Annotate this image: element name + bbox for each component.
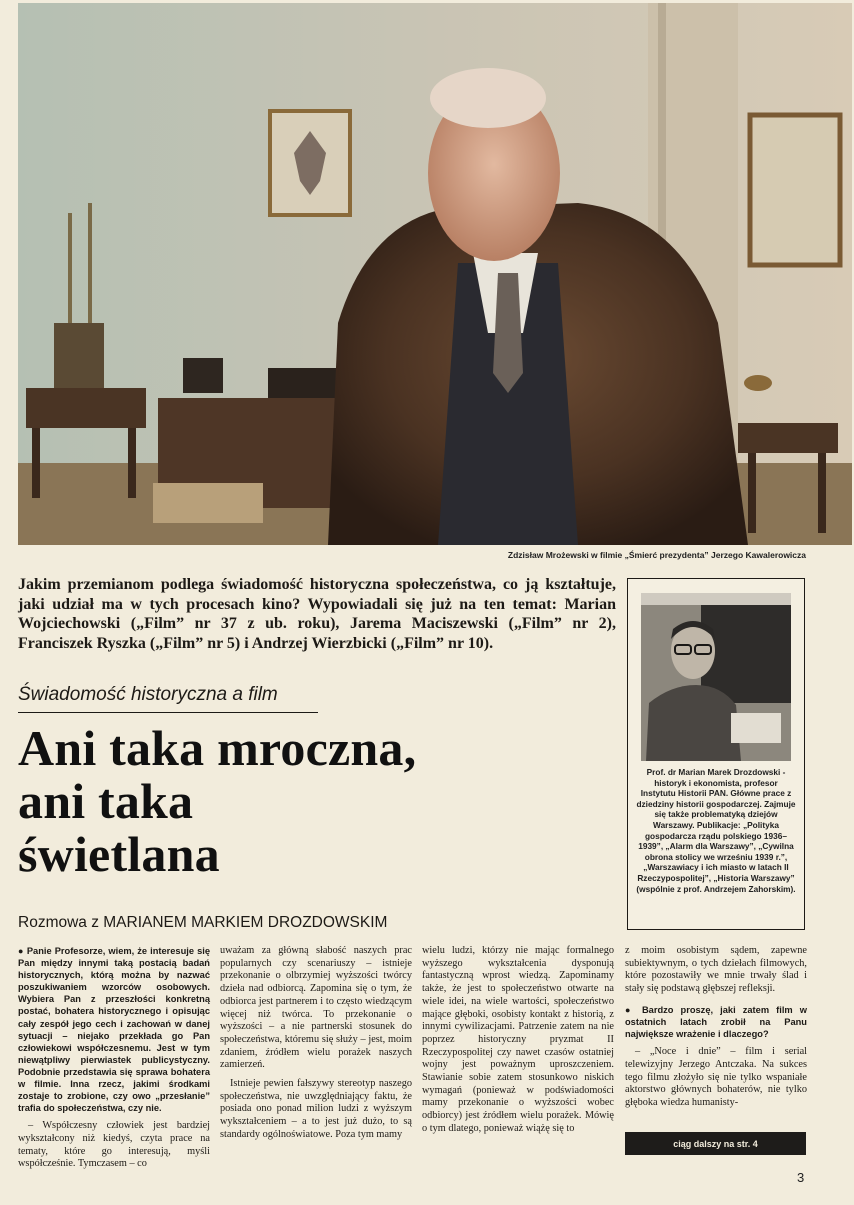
headline-line-1: Ani taka mroczna, xyxy=(18,720,417,776)
section-label: Świadomość historyczna a film xyxy=(18,684,278,705)
headline-line-3: świetlana xyxy=(18,826,220,882)
bio-box xyxy=(627,578,805,930)
page-number: 3 xyxy=(797,1170,805,1185)
body-paragraph: z moim osobistym sądem, zapewne subiektywnym, o tych dziełach filmowych, które pozostawiły we mnie trwały ślad i stały się podstawą głębszej refleksji. xyxy=(625,945,807,995)
headline-line-2: ani taka xyxy=(18,773,194,829)
bullet-icon: ● xyxy=(625,1004,642,1015)
bullet-icon: ● xyxy=(18,946,27,956)
body-paragraph: uważam za główną słabość naszych prac popularnych czy scenariuszy – istnieje przekonanie o olbrzymiej wyższości twórcy dzieła nad odbiorcą. Zapomina się o tym, że odbiorca jest partnerem i to często wiedzącym więcej niż twórca. To przekonanie o wyższości – a nie partnerski stosunek do społeczeństwa, któremu się służy – jest, moim zdaniem, źródłem wielu porażek naszych zamierzeń. xyxy=(220,945,412,1071)
question-text: Panie Profesorze, wiem, że interesuje się Pan między innymi taką postacią badań historycznych, którą można by nazwać poszukiwaniem wzorców osobowych. Wybiera Pan z przeszłości konkretną postać, bohatera historycznego i opisując cały zespół jego cech i zachowań w danej sytuacji – niejako przekłada go Pan człowiekowi współczesnemu. Jest w tym niewątpliwy pierwiastek publicystyczny. Podobnie przedstawia się sprawa bohatera w filmie. Inna rzecz, jakimi środkami zostaje to zrobione, czy owo „przesłanie” trafia do społeczeństwa, czy nie. xyxy=(18,946,210,1114)
portrait-photo xyxy=(641,593,791,761)
hero-photo xyxy=(18,3,852,545)
article-column-3 xyxy=(422,945,614,1136)
headline xyxy=(18,722,616,881)
question-text: Bardzo proszę, jaki zatem film w ostatnich latach zrobił na Panu największe wrażenie i dlaczego? xyxy=(625,1004,808,1039)
photo-caption: Zdzisław Mrożewski w filmie „Śmierć prezydenta” Jerzego Kawalerowicza xyxy=(507,550,806,560)
answer-paragraph: – „Noce i dnie” – film i serial telewizyjny Jerzego Antczaka. Na sukces tego filmu złożyło się nie tylko wspaniałe aktorstwo głównych bohaterów, nie tylko głęboka wiedza humanisty- xyxy=(625,1046,807,1108)
interview-subtitle: Rozmowa z MARIANEM MARKIEM DROZDOWSKIM xyxy=(18,914,388,931)
article-column-2 xyxy=(220,945,412,1142)
body-paragraph: wielu ludzi, którzy nie mając formalnego wyższego wykształcenia dysponują fantastyczną wprost wiedzą. Zapominamy także, że jest to społeczeństwo otwarte na wiele idei, na wiele wartości, społeczeństwo mające głęboki, osobisty kontakt z historią, z innymi cywilizacjami. Patrzenie zatem na nie poprzez historyczny pryzmat II Rzeczypospolitej czy nawet czasów ostatniej wojny jest poważnym uproszczeniem. Stawianie sobie zatem stosunkowo niskich wymagań (ponieważ w podświadomości mamy przekonanie o wyższości wobec odbiorcy) jest źródłem wielu porażek. Mówię o tym dlatego, ponieważ wiążę się to xyxy=(422,945,614,1134)
section-rule xyxy=(18,712,318,713)
intro-paragraph: Jakim przemianom podlega świadomość historyczna społeczeństwa, co ją kształtuje, jaki udział ma w tych procesach kino? Wypowiadali się już na ten temat: Marian Wojciechowski („Film” nr 37 z ub. roku), Jarema Maciszewski („Film” nr 2), Franciszek Ryszka („Film” nr 5) i Andrzej Wierzbicki („Film” nr 10). xyxy=(18,576,616,652)
body-paragraph: Istnieje pewien fałszywy stereotyp naszego społeczeństwa, nie uwzględniający faktu, że posiada ono ponad milion ludzi z wyższym wykształceniem – a to jest już dużo, to są standardy ogólnoświatowe. Poza tym mamy xyxy=(220,1078,412,1140)
interview-question xyxy=(625,1004,807,1040)
bio-text: Prof. dr Marian Marek Drozdowski - historyk i ekonomista, profesor Instytutu Historii PAN. Główne prace z dziedziny historii gospodarczej. Zajmuje się także problematyką dziejów Warszawy. Publikacje: „Polityka gospodarcza rządu polskiego 1936–1939”, „Alarm dla Warszawy”, „Cywilna obrona stolicy we wrześniu 1939 r.”, „Warszawiacy i ich miasto w latach II Rzeczypospolitej”, „Historia Warszawy” (wspólnie z prof. Andrzejem Zahorskim). xyxy=(636,767,796,894)
answer-paragraph: – Współczesny człowiek jest bardziej wykształcony niż kiedyś, czyta prace na tematy, które go interesują, myśli współcześnie. Tymczasem – co xyxy=(18,1120,210,1170)
interview-question xyxy=(18,945,210,1114)
article-column-4 xyxy=(625,945,807,1110)
article-column-1 xyxy=(18,945,210,1171)
continued-banner: ciąg dalszy na str. 4 xyxy=(625,1132,806,1155)
